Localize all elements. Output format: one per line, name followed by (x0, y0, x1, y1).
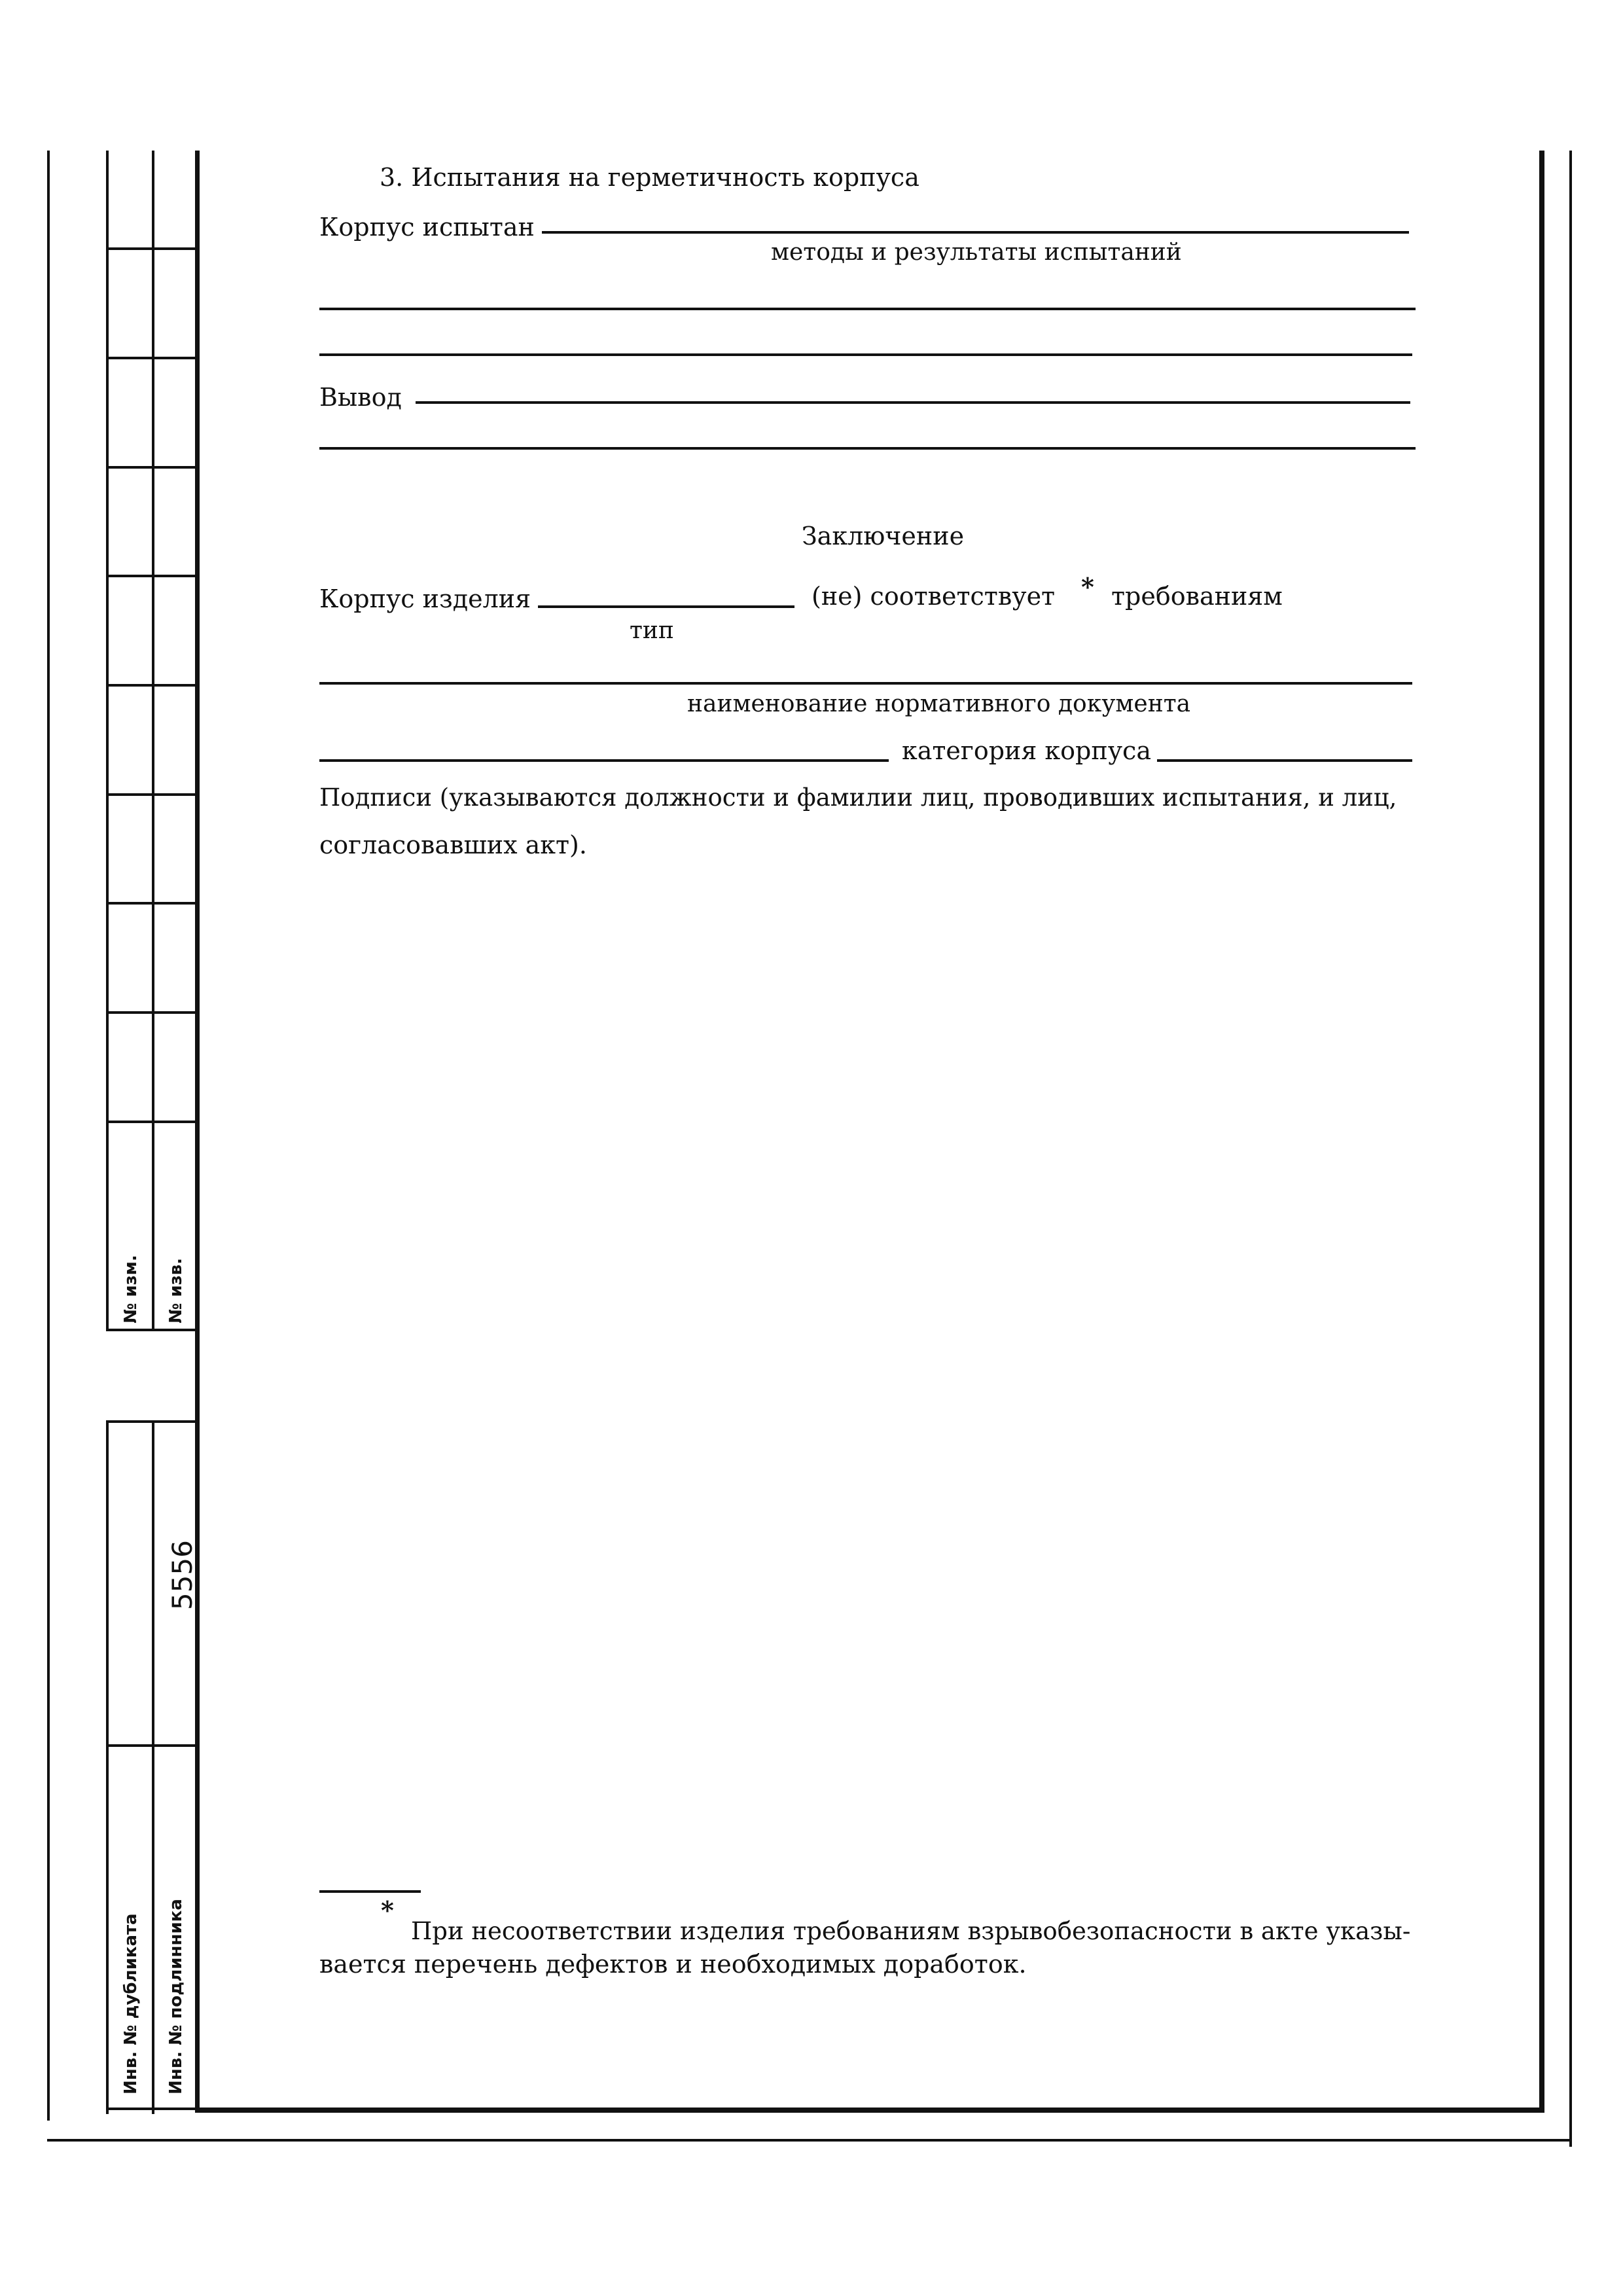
frame-bottom-outer (47, 2139, 1572, 2142)
footnote-line-1: При несоответствии изделия требованиям взрывобезопасности в акте указы- (411, 1917, 1411, 1945)
type-fill-line (538, 605, 794, 608)
blank-line-3 (319, 447, 1416, 450)
signatures-line-1: Подписи (указываются должности и фамилии лиц, проводивших испытания, и лиц, (319, 783, 1397, 812)
stamp-row (106, 1744, 198, 1747)
signatures-line-2: согласовавших акт). (319, 831, 587, 859)
normative-doc-line (319, 682, 1412, 685)
conclusion-output-label: Вывод (319, 383, 402, 412)
stamp-col-1 (106, 151, 109, 1329)
requirements-text: требованиям (1111, 582, 1283, 611)
doc-caption: наименование нормативного документа (687, 691, 1191, 717)
output-fill-line (416, 401, 1410, 404)
stamp-original-inv-label: Инв. № подлинника (166, 1899, 186, 2094)
footnote-marker: * (381, 1895, 394, 1925)
tested-fill-line (542, 231, 1409, 234)
frame-left-outer (47, 151, 50, 2121)
stamp-row (106, 1121, 198, 1123)
doc-continue-line (319, 759, 889, 762)
category-label: категория корпуса (902, 736, 1151, 765)
stamp-row (106, 902, 198, 905)
blank-line-1 (319, 308, 1416, 310)
conclusion-title: Заключение (802, 522, 965, 550)
frame-right-border (1539, 151, 1544, 2108)
stamp-row (106, 575, 198, 577)
stamp-row (106, 793, 198, 796)
footnote-line-2: вается перечень дефектов и необходимых доработок. (319, 1950, 1027, 1979)
stamp-col-3 (106, 1420, 109, 2114)
stamp-row (106, 466, 198, 469)
type-caption: тип (630, 617, 674, 644)
stamp-notice-no-label: № изв. (166, 1258, 186, 1323)
stamp-col-4 (152, 1420, 154, 2114)
stamp-duplicate-inv-label: Инв. № дубликата (121, 1913, 141, 2094)
section3-heading: 3. Испытания на герметичность корпуса (380, 163, 919, 192)
stamp-row (106, 1011, 198, 1014)
stamp-row (106, 1329, 198, 1331)
category-fill-line (1157, 759, 1412, 762)
tested-label: Корпус испытан (319, 213, 535, 242)
stamp-row (106, 357, 198, 359)
frame-right-outer (1569, 151, 1572, 2147)
conforms-text: (не) соответствует (812, 582, 1056, 611)
stamp-original-inv-value: 5556 (166, 1540, 198, 1610)
footnote-rule (319, 1890, 421, 1893)
stamp-col-2 (152, 151, 154, 1329)
methods-caption: методы и результаты испытаний (771, 239, 1182, 266)
stamp-row (106, 1420, 198, 1423)
blank-line-2 (319, 353, 1412, 356)
stamp-row (106, 2108, 198, 2110)
stamp-row (106, 247, 198, 250)
conforms-asterisk: * (1081, 572, 1094, 601)
stamp-change-no-label: № изм. (121, 1255, 141, 1323)
frame-bottom-border (195, 2108, 1544, 2113)
housing-label: Корпус изделия (319, 584, 531, 613)
frame-left-border (195, 151, 200, 2108)
stamp-row (106, 684, 198, 687)
